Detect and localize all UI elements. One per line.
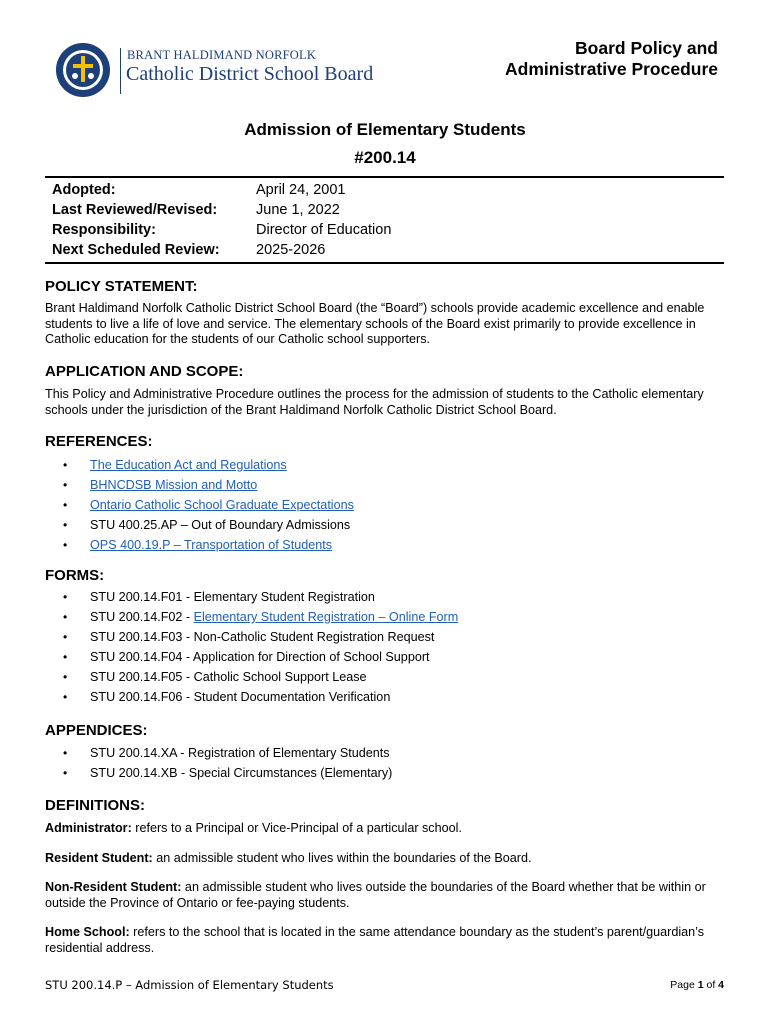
bullet-icon: •: [63, 670, 68, 684]
list-item: [45, 515, 725, 535]
board-seal-icon: [55, 42, 111, 98]
list-item: [45, 667, 725, 687]
bullet-icon: •: [63, 458, 68, 472]
text-line: Catholic education for the students of our Catholic school supporters.: [45, 332, 431, 346]
text-line: This Policy and Administrative Procedure outlines the process for the admission of students to the Catholic elementary: [45, 387, 704, 401]
reference-link-transportation[interactable]: OPS 400.19.P – Transportation of Students: [90, 538, 333, 552]
text-line: residential address.: [45, 940, 155, 955]
form-text: STU 200.14.F06 - Student Documentation Verification: [90, 690, 391, 704]
appendix-text: STU 200.14.XA - Registration of Elementary Students: [90, 746, 390, 760]
form-text: STU 200.14.F05 - Catholic School Support Lease: [90, 670, 367, 684]
page-number: [670, 979, 724, 991]
bullet-icon: •: [63, 538, 68, 552]
online-form-link[interactable]: Elementary Student Registration – Online Form: [193, 610, 459, 624]
policy-metadata: [52, 182, 652, 262]
list-item: [45, 495, 725, 515]
list-item: [45, 647, 725, 667]
definition-term: Home School:: [45, 925, 130, 939]
logo-divider: [120, 48, 121, 94]
section-heading: REFERENCES:: [45, 433, 153, 450]
divider-top: [45, 176, 724, 178]
definitions-section: [45, 797, 725, 956]
divider-bottom: [45, 262, 724, 264]
bullet-icon: •: [63, 766, 68, 780]
meta-row-adopted: [52, 182, 652, 202]
list-item: [45, 455, 725, 475]
policy-statement-text: [45, 301, 725, 348]
section-heading: FORMS:: [45, 567, 105, 584]
meta-value: June 1, 2022: [256, 202, 340, 218]
page-title: Admission of Elementary Students: [244, 120, 526, 139]
definition-text: an admissible student who lives within the boundaries of the Board.: [152, 850, 532, 865]
meta-row-responsibility: [52, 222, 652, 242]
document-type-line1: Board Policy and: [575, 38, 718, 58]
form-text: STU 200.14.F04 - Application for Direction of School Support: [90, 650, 430, 664]
definition-text: refers to the school that is located in the same attendance boundary as the student’s parent/guardian’s: [129, 925, 704, 939]
list-item: [45, 587, 725, 607]
definition-term: Administrator:: [45, 821, 132, 835]
list-item: [45, 687, 725, 707]
definition-resident-student: [45, 851, 725, 867]
meta-label: Responsibility:: [52, 222, 156, 238]
appendix-text: STU 200.14.XB - Special Circumstances (Elementary): [90, 766, 393, 780]
page-prefix: Page: [670, 979, 698, 991]
footer-document-name: STU 200.14.P – Admission of Elementary Students: [45, 978, 334, 992]
section-heading: APPENDICES:: [45, 722, 148, 739]
definition-term: Resident Student:: [45, 850, 153, 865]
definition-administrator: [45, 821, 725, 837]
page-of: of: [703, 979, 719, 991]
reference-link-graduate-expectations[interactable]: Ontario Catholic School Graduate Expectations: [90, 498, 354, 512]
meta-label: Adopted:: [52, 182, 116, 198]
list-item: [45, 607, 725, 627]
form-text: STU 200.14.F02 -: [90, 610, 194, 624]
form-text: STU 200.14.F01 - Elementary Student Registration: [90, 590, 375, 604]
list-item: [45, 535, 725, 555]
text-line: [45, 925, 725, 941]
reference-link-education-act[interactable]: The Education Act and Regulations: [90, 458, 287, 472]
meta-value: Director of Education: [256, 222, 392, 238]
bullet-icon: •: [63, 650, 68, 664]
logo-text-line2: Catholic District School Board: [126, 63, 374, 85]
list-item: [45, 763, 725, 783]
application-scope-section: [45, 363, 725, 418]
reference-link-mission-motto[interactable]: BHNCDSB Mission and Motto: [90, 478, 258, 492]
section-heading: APPLICATION AND SCOPE:: [45, 363, 244, 380]
references-list: [45, 455, 725, 555]
text-line: students to live a life of love and service. The elementary schools of the Board exist primarily to provide excellence in: [45, 316, 696, 331]
bullet-icon: •: [63, 498, 68, 512]
section-heading: DEFINITIONS:: [45, 797, 145, 814]
bullet-icon: •: [63, 610, 68, 624]
scope-text: [45, 387, 725, 418]
list-item: [45, 743, 725, 763]
bullet-icon: •: [63, 518, 68, 532]
definition-term: Non-Resident Student:: [45, 880, 182, 894]
meta-value: 2025-2026: [256, 242, 326, 258]
document-type-line2: Administrative Procedure: [505, 59, 718, 79]
bullet-icon: •: [63, 478, 68, 492]
definition-text: refers to a Principal or Vice-Principal of a particular school.: [131, 821, 462, 835]
text-line: [45, 880, 725, 896]
page-total: 4: [718, 979, 724, 991]
meta-label: Next Scheduled Review:: [52, 242, 220, 258]
references-section: [45, 433, 725, 555]
text-line: outside the Province of Ontario or fee-paying students.: [45, 895, 350, 910]
appendices-list: [45, 743, 725, 783]
page-current: 1: [697, 979, 704, 991]
forms-list: [45, 587, 725, 707]
document-type: [505, 38, 718, 80]
policy-number: #200.14: [354, 148, 416, 167]
appendices-section: [45, 722, 725, 783]
definition-non-resident-student: [45, 880, 725, 911]
list-item: [45, 475, 725, 495]
logo-text-line1: BRANT HALDIMAND NORFOLK: [127, 48, 317, 62]
form-text: STU 200.14.F03 - Non-Catholic Student Registration Request: [90, 630, 435, 644]
list-item: [45, 627, 725, 647]
section-heading: POLICY STATEMENT:: [45, 278, 198, 295]
bullet-icon: •: [63, 690, 68, 704]
reference-text: STU 400.25.AP – Out of Boundary Admissions: [90, 518, 351, 532]
text-line: schools under the jurisdiction of the Brant Haldimand Norfolk Catholic District School Board.: [45, 402, 557, 417]
meta-value: April 24, 2001: [256, 182, 346, 198]
definition-home-school: [45, 925, 725, 956]
bullet-icon: •: [63, 746, 68, 760]
bullet-icon: •: [63, 630, 68, 644]
board-logo: [55, 42, 375, 100]
meta-label: Last Reviewed/Revised:: [52, 202, 218, 218]
meta-row-next-review: [52, 242, 652, 262]
forms-section: [45, 567, 725, 707]
definition-text: an admissible student who lives outside the boundaries of the Board whether that be within or: [181, 880, 706, 894]
text-line: Brant Haldimand Norfolk Catholic District School Board (the “Board”) schools provide academic excellence and enable: [45, 301, 705, 315]
bullet-icon: •: [63, 590, 68, 604]
meta-row-revised: [52, 202, 652, 222]
policy-statement-section: [45, 278, 725, 348]
